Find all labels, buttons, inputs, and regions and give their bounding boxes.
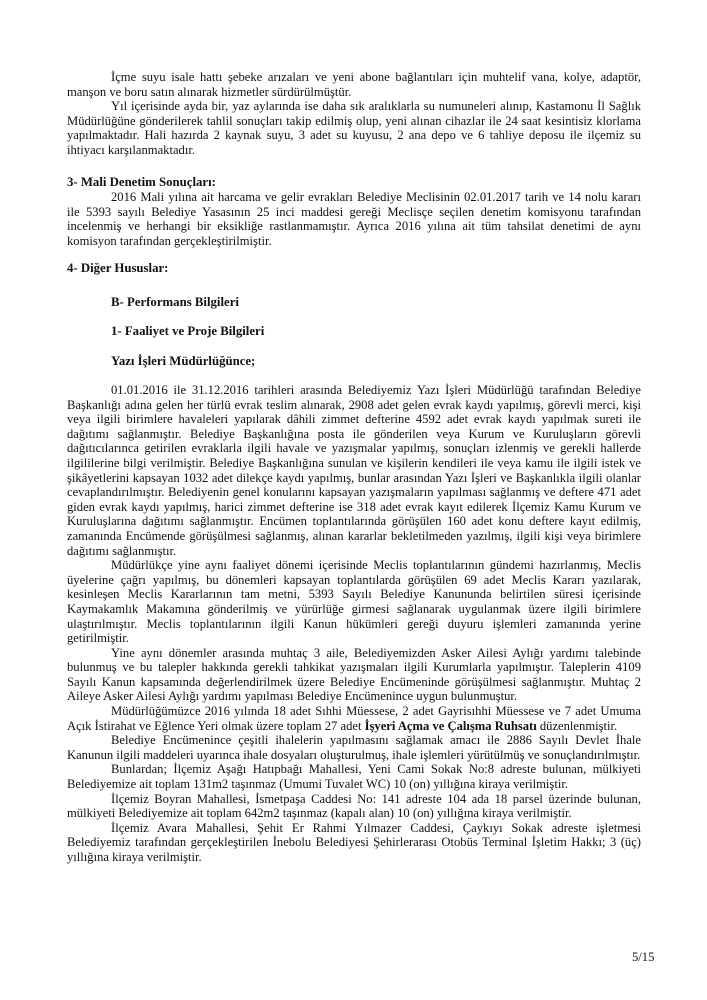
subsection-1-heading: 1- Faaliyet ve Proje Bilgileri (111, 324, 265, 338)
paragraph-lease-boyran: İlçemiz Boyran Mahallesi, İsmetpaşa Caddesi No: 141 adreste 104 ada 18 parsel üzerinde bulunan, mülkiyeti Belediyemize ait toplam 642m2 taşınmaz (kapalı alan) 10 (on) yıllığına kiraya verilmiştir. (67, 791, 641, 821)
section-4-heading: 4- Diğer Hususlar: (67, 261, 169, 275)
paragraph-water-testing: Yıl içerisinde ayda bir, yaz aylarında ise daha sık aralıklarla su numuneleri alınıp, Kastamonu İl Sağlık Müdürlüğüne gönderilerek tahlil sonuçları takip edilmiş olup, yeni alınan cihazlar ile 24 saat kesintisiz klorlama yapılmaktadır. Hali hazırda 2 kaynak suyu, 3 adet su kuyusu, 2 ana depo ve 6 tahliye deposu ile ilçemiz su ihtiyacı karşılanmaktadır. (67, 99, 641, 157)
section-b-heading: B- Performans Bilgileri (111, 295, 239, 309)
paragraph-water-supply: İçme suyu isale hattı şebeke arızaları ve yeni abone bağlantıları için muhtelif vana, kolye, adaptör, manşon ve boru satın alınarak hizmetler sürdürülmüştür. (67, 70, 641, 99)
intro-section (67, 70, 641, 158)
paragraph-tenders: Belediye Encümenince çeşitli ihalelerin yapılmasını sağlamak amacı ile 2886 Sayılı Devlet İhale Kanunun ilgili maddeleri uyarınca ihale dosyaları oluşturulmuş, ihale işlemleri yürütülmüş ve sonuçlandırılmıştır. (67, 733, 641, 762)
section-3-body (67, 190, 641, 248)
license-emphasis: İşyeri Açma ve Çalışma Ruhsatı (364, 718, 537, 733)
paragraph-lease-wc: Bunlardan; İlçemiz Aşağı Hatıpbağı Mahallesi, Yeni Cami Sokak No:8 adreste bulunan, mülkiyeti Belediyemize ait toplam 131m2 taşınmaz (Umumi Tuvalet WC) 10 (on) yıllığına kiraya verilmiştir. (67, 762, 641, 792)
paragraph-document-registry: 01.01.2016 ile 31.12.2016 tarihleri arasında Belediyemiz Yazı İşleri Müdürlüğü tarafından Belediye Başkanlığı adına gelen her türlü evrak teslim alınarak, 2908 adet gelen evrak kaydı yapılmış, görevli merci, kişi veya ilgili birimlere havaleleri yapılarak dâhili zimmet defterine 4592 adet evrak kaydı yapılmak sureti ile dağıtımı sağlanmıştır. Belediye Başkanlığına posta ile gönderilen veya Kurum ve Kuruluşların görevli dağıtıcılarınca getirilen evraklarla ilgili havale ve yazışmalar yapılmış, sonuçları izlenmiş ve gerekli hallerde ilgililerine bilgi verilmiştir. Belediye Başkanlığına sunulan ve kişilerin kendileri ile veya kamu ile ilgili istek ve şikâyetlerini kapsayan 1032 adet dilekçe kaydı yapılmış, bunlar arasından Yazı İşleri ve Başkanlıkla ilgili olanlar cevaplandırılmıştır. Belediyenin genel konularını kapsayan yazışmaların yapılması sağlanmış ve deftere 471 adet giden evrak kaydı yapılmış, harici zimmet defterine ise 318 adet evrak kayıt edilerek İlçemiz Kamu Kurum ve Kuruluşlarına dağıtımı sağlanmıştır. Encümen toplantılarında görüşülen 160 adet konu deftere kayıt edilmiş, zamanında Encümende görüşülmesi sağlanmış, alınan kararlar bekletilmeden yazılmış, ilgili kişi veya birimlere dağıtımı sağlanmıştır. (67, 383, 641, 558)
paragraph-lease-terminal: İlçemiz Avara Mahallesi, Şehit Er Rahmi Yılmazer Caddesi, Çaykıyı Sokak adreste işletmesi Belediyemiz tarafından gerçekleştirilen İnebolu Belediyesi Şehirlerarası Otobüs Terminal İşletim Hakkı; 3 (üç) yıllığına kiraya verilmiştir. (67, 820, 641, 864)
unit-heading: Yazı İşleri Müdürlüğünce; (111, 354, 256, 368)
section-3-heading: 3- Mali Denetim Sonuçları: (67, 175, 216, 189)
paragraph-business-licenses: Müdürlüğümüzce 2016 yılında 18 adet Sıhhi Müessese, 2 adet Gayrisıhhi Müessese ve 7 adet Umuma Açık İstirahat ve Eğlence Yeri olmak üzere toplam 27 adet İşyeri Açma ve Çalışma Ruhsatı düzenlenmiştir. (67, 704, 641, 733)
paragraph-soldier-family-aid: Yine aynı dönemler arasında muhtaç 3 aile, Belediyemizden Asker Ailesi Aylığı yardımı talebinde bulunmuş ve bu talepler hakkında gerekli tahkikat yazışmaları ilgili Kurumlarla yapılmıştır. Taleplerin 4109 Sayılı Kanun kapsamında değerlendirilmek üzere Belediye Encümeninde görüşülmesi sağlanmıştır. Muhtaç 2 Aileye Asker Ailesi Aylığı yardımı yapılması Belediye Encümenince uygun bulunmuştur. (67, 645, 641, 704)
main-body (67, 383, 641, 865)
page-number: 5/15 (632, 950, 655, 964)
paragraph-financial-audit: 2016 Mali yılına ait harcama ve gelir evrakları Belediye Meclisinin 02.01.2017 tarih ve 14 nolu kararı ile 5393 sayılı Belediye Yasasının 25 inci maddesi gereği Meclisçe seçilen denetim komisyonu tarafından incelenmiş ve herhangi bir eksikliğe rastlanmamıştır. Ayrıca 2016 yılına ait tüm tahsilat denetimi de aynı komisyon tarafından gerçekleştirilmiştir. (67, 190, 641, 248)
paragraph-council-meetings: Müdürlükçe yine aynı faaliyet dönemi içerisinde Meclis toplantılarının gündemi hazırlanmış, Meclis üyelerine çağrı yapılmış, bu dönemleri kapsayan toplantılarda görüşülen 69 adet Meclis Kararı yazılarak, kesinleşen Meclis Kararlarının tam metni, 5393 Sayılı Belediye Kanununda belirtilen süresi içerisinde Kaymakamlık Makamına gönderilmiş ve yürürlüğe girmesi sağlanarak uygulanmak üzere ilgili birimlere ulaştırılmıştır. Meclis toplantılarının ilgili Kanun hükümleri gereği duyuru işlemleri zamanında yerine getirilmiştir. (67, 558, 641, 646)
